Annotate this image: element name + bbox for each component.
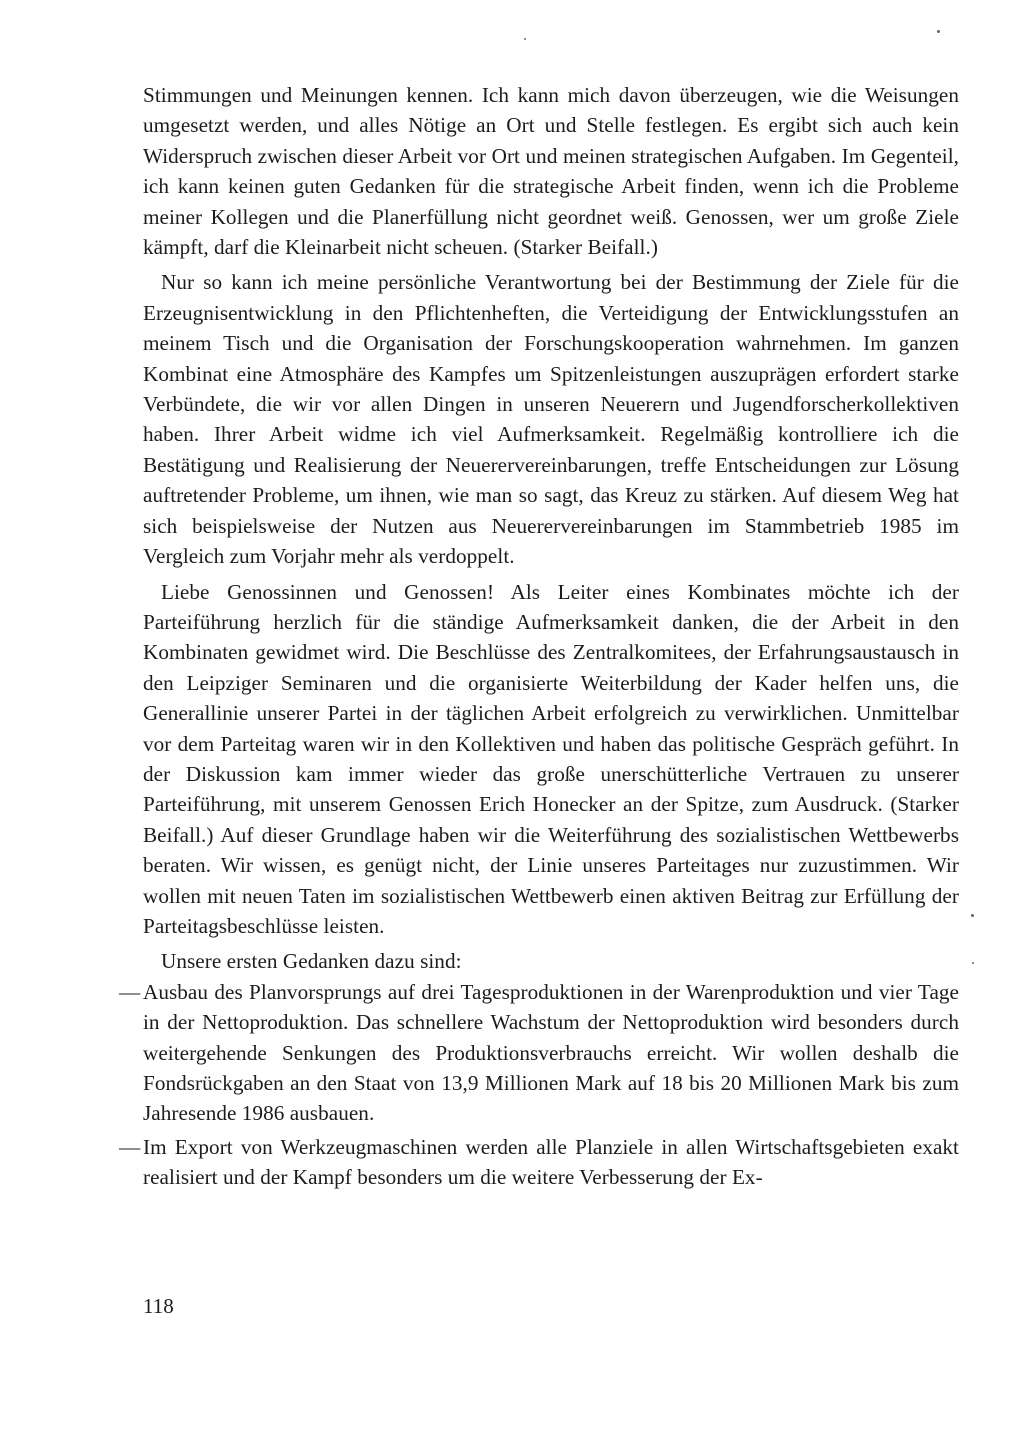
paragraph: Liebe Genossinnen und Genossen! Als Leiter eines Kombinates möchte ich der Parteiführung herzlich für die ständige Aufmerksamkeit danken, die der Arbeit in den Kombinaten gewidmet wird. Die Beschlüsse des Zentralkomitees, der Erfahrungsaustausch in den Leipziger Seminaren und die organisierte Weiterbildung der Kader helfen uns, die Generallinie unserer Partei in der täglichen Arbeit erfolgreich zu verwirklichen. Unmittelbar vor dem Parteitag waren wir in den Kollektiven und haben das politische Gespräch geführt. In der Diskussion kam immer wieder das große unerschütterliche Vertrauen zu unserer Parteiführung, mit unserem Genossen Erich Honecker an der Spitze, zum Ausdruck. (Starker Beifall.) Auf dieser Grundlage haben wir die Weiterführung des sozialistischen Wettbewerbs beraten. Wir wissen, es genügt nicht, der Linie unseres Parteitages nur zuzustimmen. Wir wollen mit neuen Taten im sozialistischen Wettbewerb einen aktiven Beitrag zur Erfüllung der Parteitagsbeschlüsse leisten. xyxy=(143,579,959,938)
list-item xyxy=(119,977,959,1129)
paragraph: Stimmungen und Meinungen kennen. Ich kann mich davon überzeugen, wie die Weisungen umgesetzt werden, und alles Nötige an Ort und Stelle festlegen. Es ergibt sich auch kein Widerspruch zwischen dieser Arbeit vor Ort und meinen strategischen Aufgaben. Im Gegenteil, ich kann keinen guten Gedanken für die strategische Arbeit finden, wenn ich die Probleme meiner Kollegen und die Planerfüllung nicht geordnet weiß. Genossen, wer um große Ziele kämpft, darf die Kleinarbeit nicht scheuen. (Starker Beifall.) xyxy=(143,83,959,260)
dash-marker: — xyxy=(119,1134,141,1159)
list-item-text: Ausbau des Planvorsprungs auf drei Tagesproduktionen in der Warenproduktion und vier Tage in der Nettoproduktion. Das schnellere Wachstum der Nettoproduktion wird besonders durch weitergehende Senkungen des Produktionsverbrauchs erreicht. Wir wollen deshalb die Fondsrückgaben an den Staat von 13,9 Millionen Mark auf 18 bis 20 Millionen Mark bis zum Jahresende 1986 ausbauen. xyxy=(143,979,959,1126)
list-intro: Unsere ersten Gedanken dazu sind: xyxy=(161,949,462,974)
paragraph: Nur so kann ich meine persönliche Verantwortung bei der Bestimmung der Ziele für die Erzeugnisentwicklung in den Pflichtenheften, die Verteidigung der Entwicklungsstufen an meinem Tisch und die Organisation der Forschungskooperation wahrnehmen. Im ganzen Kombinat eine Atmosphäre des Kampfes um Spitzenleistungen auszuprägen erfordert starke Verbündete, die wir vor allen Dingen in unseren Neuerern und Jugendforscherkollektiven haben. Ihrer Arbeit widme ich viel Aufmerksamkeit. Regelmäßig kontrolliere ich die Bestätigung und Realisierung der Neuerervereinbarungen, treffe Entscheidungen zur Lösung auftretender Probleme, um ihnen, wie man so sagt, das Kreuz zu stärken. Auf diesem Weg hat sich beispielsweise der Nutzen aus Neuerervereinbarungen im Stammbetrieb 1985 im Vergleich zum Vorjahr mehr als verdoppelt. xyxy=(143,270,959,569)
scan-speck xyxy=(971,914,974,917)
dash-list xyxy=(119,977,959,1193)
page-body xyxy=(119,80,959,1196)
list-item xyxy=(119,1132,959,1193)
scan-speck xyxy=(937,30,940,33)
dash-marker: — xyxy=(119,979,141,1004)
page-number: 118 xyxy=(143,1294,174,1318)
scan-speck xyxy=(524,38,526,40)
list-item-text: Im Export von Werkzeugmaschinen werden alle Planziele in allen Wirtschaftsgebieten exakt realisiert und der Kampf besonders um die weitere Verbesserung der Ex- xyxy=(143,1134,959,1190)
scan-speck xyxy=(972,962,974,964)
